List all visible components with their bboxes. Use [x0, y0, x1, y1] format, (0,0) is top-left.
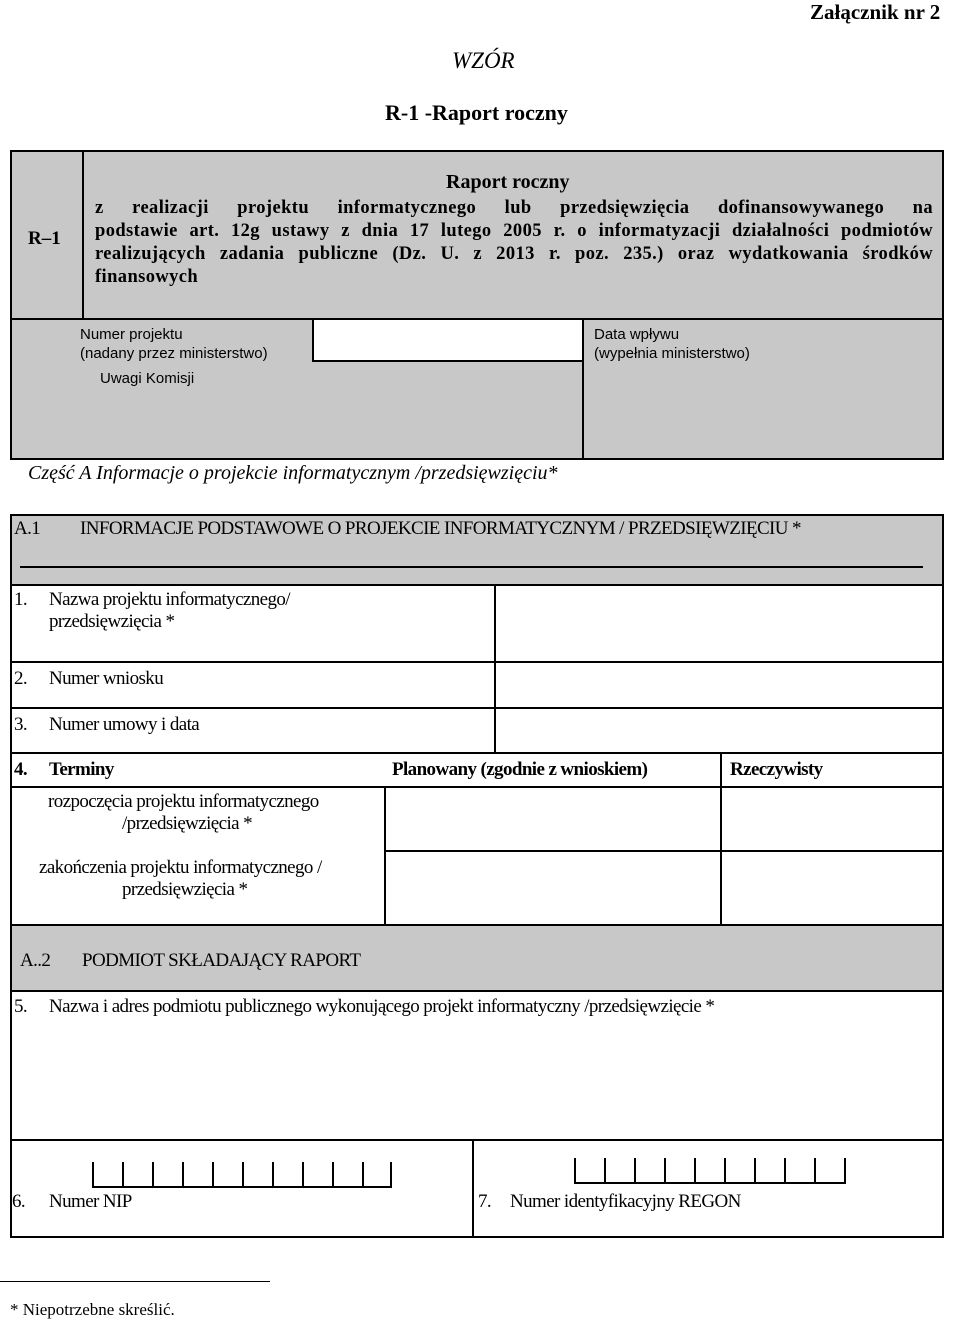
project-number-note: (nadany przez ministerstwo) [80, 345, 268, 362]
project-number-field[interactable] [312, 320, 582, 362]
entity-name-address-field[interactable] [12, 1024, 942, 1138]
field-3-label: Numer umowy i data [49, 714, 200, 735]
application-number-field[interactable] [496, 663, 942, 707]
start-term-label: rozpoczęcia projektu informatycznego [48, 791, 319, 812]
template-label: WZÓR [452, 48, 515, 73]
report-description [95, 197, 933, 289]
receipt-date-label: Data wpływu [594, 326, 680, 343]
attachment-label: Załącznik nr 2 [810, 0, 941, 24]
terms-label: Terminy [49, 759, 114, 780]
field-7-label: Numer identyfikacyjny REGON [510, 1191, 741, 1212]
end-term-label: zakończenia projektu informatycznego / [39, 857, 322, 878]
project-number-label: Numer projektu [80, 326, 183, 343]
field-2-label: Numer wniosku [49, 668, 164, 689]
field-5-label: Nazwa i adres podmiotu publicznego wykonującego projekt informatyczny /przedsięwzięcie * [49, 996, 715, 1017]
end-term-label-cont: przedsięwzięcia * [122, 879, 248, 900]
description-line: realizujących zadania publiczne (Dz. U. z 2013 r. poz. 235.) oraz wydatkowania środków [95, 244, 933, 264]
footnote-separator [0, 1281, 270, 1282]
field-1-label-cont: przedsięwzięcia * [49, 611, 175, 632]
description-line: z realizacji projektu informatycznego lub przedsięwzięcia dofinansowywanego na [95, 198, 933, 218]
form-title: R-1 -Raport roczny [385, 100, 568, 125]
commission-notes-label: Uwagi Komisji [100, 370, 195, 387]
field-7-number: 7. [478, 1191, 492, 1212]
actual-header: Rzeczywisty [730, 759, 823, 780]
end-actual-field[interactable] [722, 852, 942, 924]
regon-digit-boxes[interactable] [574, 1158, 846, 1184]
end-planned-field[interactable] [386, 852, 720, 924]
field-1-label: Nazwa projektu informatycznego/ [49, 589, 290, 610]
start-term-label-cont: /przedsięwzięcia * [122, 813, 253, 834]
terms-number: 4. [14, 759, 28, 780]
report-heading: Raport roczny [446, 171, 570, 193]
field-3-number: 3. [14, 714, 28, 735]
receipt-date-note: (wypełnia ministerstwo) [594, 345, 750, 362]
start-planned-field[interactable] [386, 788, 720, 850]
description-line: finansowych [95, 267, 199, 287]
nip-digit-boxes[interactable] [92, 1162, 392, 1188]
start-actual-field[interactable] [722, 788, 942, 850]
project-name-field[interactable] [496, 586, 942, 661]
field-6-number: 6. [12, 1191, 26, 1212]
section-a2-title: PODMIOT SKŁADAJĄCY RAPORT [82, 950, 361, 971]
field-2-number: 2. [14, 668, 28, 689]
contract-number-field[interactable] [496, 709, 942, 752]
field-5-number: 5. [14, 996, 28, 1017]
part-a-title: Część A Informacje o projekcie informatycznym /przedsięwzięciu* [28, 462, 558, 484]
section-a2-number: A..2 [20, 950, 51, 971]
section-a1-title: INFORMACJE PODSTAWOWE O PROJEKCIE INFORMATYCZNYM / PRZEDSIĘWZIĘCIU * [80, 518, 801, 539]
form-code: R–1 [28, 228, 61, 249]
description-line: podstawie art. 12g ustawy z dnia 17 lutego 2005 r. o informatyzacji działalności podmiotów [95, 221, 933, 241]
field-6-label: Numer NIP [49, 1191, 132, 1212]
field-1-number: 1. [14, 589, 28, 610]
planned-header: Planowany (zgodnie z wnioskiem) [392, 759, 648, 780]
footnote: * Niepotrzebne skreślić. [10, 1300, 175, 1319]
section-a1-number: A.1 [14, 518, 41, 539]
